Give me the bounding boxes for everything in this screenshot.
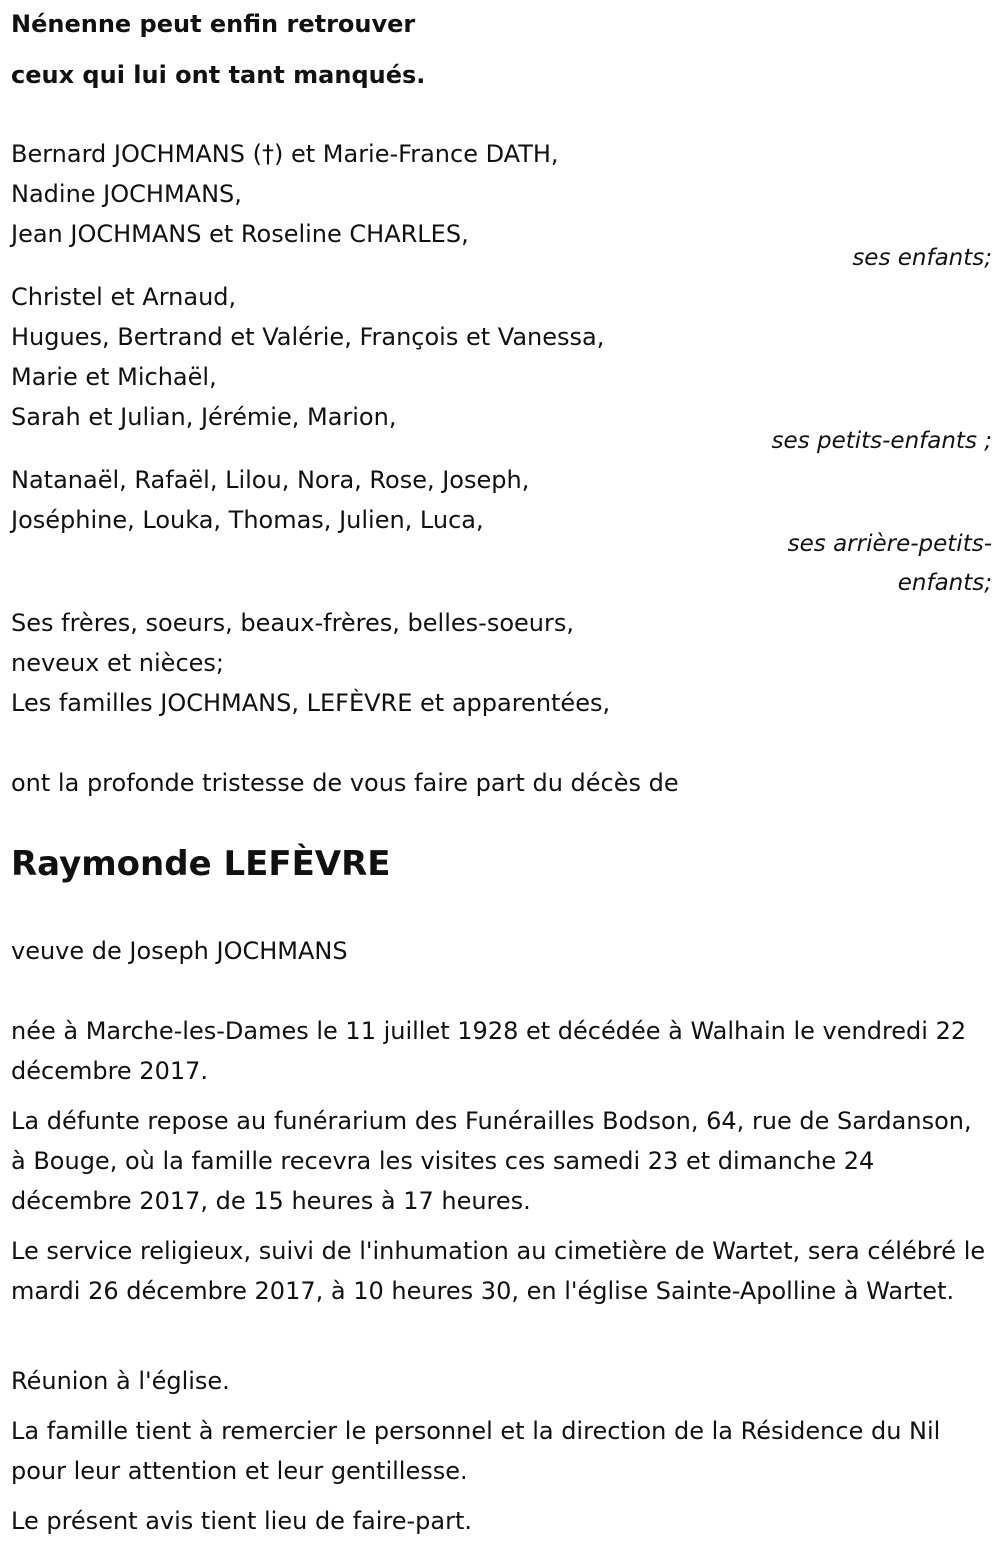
relatives-line: Les familles JOCHMANS, LEFÈVRE et apparentées, [11,689,611,717]
children-role: ses enfants; [852,245,992,271]
children-line: Bernard JOCHMANS (†) et Marie-France DATH, [11,140,559,168]
heading-line-1: Nénenne peut enfin retrouver [11,10,416,38]
relatives-line: Ses frères, soeurs, beaux-frères, belles-soeurs, [11,609,574,637]
widow-of-text: veuve de Joseph JOCHMANS [11,937,348,965]
great-grandchildren-role: ses arrière-petits- [787,531,992,557]
grandchildren-line: Marie et Michaël, [11,363,217,391]
grandchildren-line: Sarah et Julian, Jérémie, Marion, [11,403,397,431]
service-paragraph: Le service religieux, suivi de l'inhumation au cimetière de Wartet, sera célébré le mardi 26 décembre 2017, à 10 heures 30, en l'église Sainte-Apolline à Wartet. [11,1237,986,1305]
deceased-name: Raymonde LEFÈVRE [11,844,391,884]
notice-paragraph: Le présent avis tient lieu de faire-part. [11,1507,473,1535]
grandchildren-line: Hugues, Bertrand et Valérie, François et Vanessa, [11,323,605,351]
grandchildren-role: ses petits-enfants ; [771,428,992,454]
relatives-line: neveux et nièces; [11,649,224,677]
meeting-paragraph: Réunion à l'église. [11,1367,230,1395]
children-line: Nadine JOCHMANS, [11,180,242,208]
birth-death-paragraph: née à Marche-les-Dames le 11 juillet 1928 et décédée à Walhain le vendredi 22 décembre 2017. [11,1017,967,1085]
great-grandchildren-line: Natanaël, Rafaël, Lilou, Nora, Rose, Joseph, [11,466,530,494]
announcement-text: ont la profonde tristesse de vous faire part du décès de [11,769,679,797]
grandchildren-line: Christel et Arnaud, [11,283,237,311]
great-grandchildren-role: enfants; [897,570,992,596]
children-line: Jean JOCHMANS et Roseline CHARLES, [11,220,469,248]
visitation-paragraph: La défunte repose au funérarium des Funérailles Bodson, 64, rue de Sardanson, à Bouge, où la famille recevra les visites ces samedi 23 et dimanche 24 décembre 2017, de 15 heures à 17 heures. [11,1107,972,1215]
heading-line-2: ceux qui lui ont tant manqués. [11,61,426,89]
great-grandchildren-line: Joséphine, Louka, Thomas, Julien, Luca, [11,506,484,534]
thanks-paragraph: La famille tient à remercier le personnel et la direction de la Résidence du Nil pour leur attention et leur gentillesse. [11,1417,941,1485]
